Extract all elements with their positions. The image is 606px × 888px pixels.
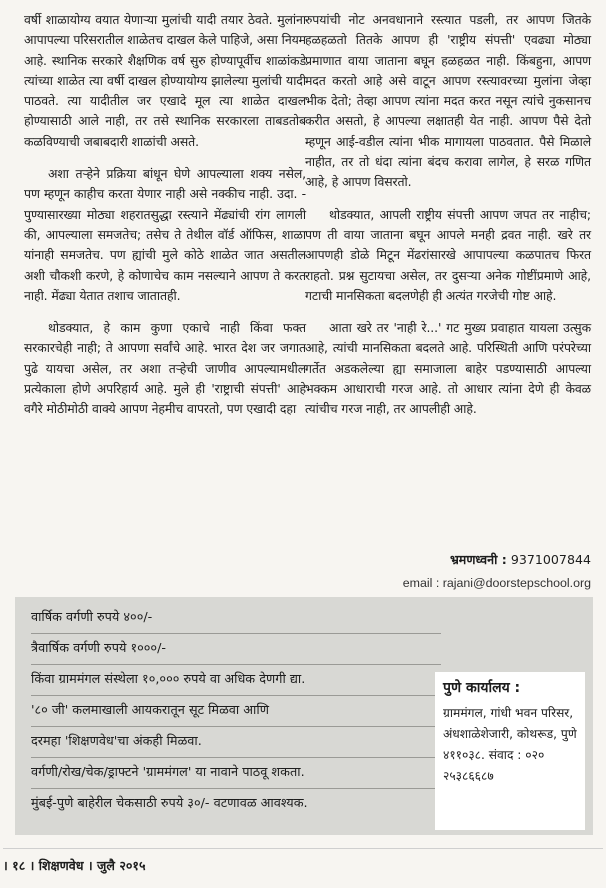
office-address: ग्राममंगल, गांधी भवन परिसर, अंधशाळेशेजारी, कोथरूड, पुणे ४११०३८. संवाद : ०२० २५३८६६८७ (443, 706, 577, 783)
subscription-line: वार्षिक वर्गणी रुपये ४००/- (31, 603, 441, 634)
subscription-line: दरमहा 'शिक्षणवेध'चा अंकही मिळवा. (31, 727, 441, 758)
article-paragraph: वर्षी शाळायोग्य वयात येणाऱ्या मुलांची यादी तयार ठेवते. मुलांना आपापल्या परिसरातील शाळेतच दाखल केले पाहिजे, असा नियम आहे. स्थानिक सरकारे शैक्षणिक वर्ष सुरु होण्यापूर्वीच शाळांकडे त्यांच्या शाळेत त्या वर्षी दाखल होण्यायोग्य झालेल्या मुलांची यादी पाठवते. त्या यादीतील जर एखादे मूल त्या शाळेत दाखल होण्यासाठी आले नाही, तर तसे स्थानिक सरकारला ताबडतोब कळविण्याची जबाबदारी शाळांची असते. (24, 12, 306, 149)
footer-page-info: । १८ । शिक्षणवेध । जुलै २०१५ (3, 858, 146, 873)
subscription-box (15, 597, 593, 835)
subscription-line: वर्गणी/रोख/चेक/ड्राफ्टने 'ग्राममंगल' या नावाने पाठवू शकता. (31, 758, 441, 789)
article-paragraph: अशा तऱ्हेने प्रक्रिया बांधून घेणे आपल्याला शक्य नसेल, पण म्हणून काहीच करता येणार नाही असे नक्कीच नाही. उदा. - पुण्यासारख्या मोठ्या शहरातसुद्धा रस्त्याने मेंढ्यांची रांग लागली की, आपल्याला समजतेच; तसेच ते तेथील वॉर्ड ऑफिस, शाळा यांनाही समजतेच. पण ह्यांची मुले कोठे शाळेत जात असतील अशी चौकशी करणे, हे कोणाचेच काम नसल्याने आपण ते करत नाही. मेंढ्या येतात तशाच जातातही. (24, 166, 306, 303)
article-paragraph: थोडक्यात, हे काम कुणा एकाचे नाही किंवा फक्त सरकारचेही नाही; ते आपणा सर्वांचे आहे. भारत देश जर जगात पुढे यायचा असेल, तर अशा तऱ्हेची जाणीव आपल्यामधील प्रत्येकाला होणे अपरिहार्य आहे. मुले ही 'राष्ट्राची संपत्ती' आहे वगैरे मोठीमोठी वाक्ये आपण नेहमीच वापरतो, पण एखादी दहा (24, 320, 306, 417)
article-paragraph: आता खरे तर 'नाही रे...' गट मुख्य प्रवाहात यायला उत्सुक आहे, त्यांची मानसिकता बदलते आहे. परिस्थिती आणि परंपरेच्या गर्तेत अडकलेल्या ह्या समाजाला बाहेर पडण्यासाठी आपल्या भक्कम आधाराची गरज आहे. तो आधार त्यांना देणे ही केवळ त्यांचीच गरज नाही, तर आपलीही आहे. (305, 320, 591, 417)
article-paragraph: रुपयांची नोट अनवधानाने रस्त्यात पडली, तर आपण जितके हळहळतो तितके आपण ही 'राष्ट्रीय संपत्ती' एवढ्या मोठ्या प्रमाणात वाया जाताना बघून हळहळत नाही. किंबहुना, आपण मदत करतो आहे असे वाटून आपण रस्त्यावरच्या मुलांना जेव्हा भीक देतो; तेव्हा आपण त्यांना मदत करत नसून त्यांचे नुकसानच करीत असतो, हे आपल्या लक्षातही येत नाही. आपण पैसे देतो म्हणून आई-वडील त्यांना भीक मागायला पाठवतात. पैसे मिळाले नाहीत, तर तो धंदा त्यांना बंदच करावा लागेल, हे सरळ गणित आहे, हे आपण विसरतो. (305, 12, 591, 190)
subscription-line: त्रैवार्षिक वर्गणी रुपये १०००/- (31, 634, 441, 665)
phone-label: भ्रमणध्वनी : (449, 552, 507, 567)
subscription-line: किंवा ग्राममंगल संस्थेला १०,००० रुपये वा अधिक देणगी द्या. (31, 665, 441, 696)
subscription-lines (31, 603, 441, 819)
article-column-left (24, 10, 306, 432)
subscription-line: मुंबई-पुणे बाहेरील चेकसाठी रुपये ३०/- वटणावळ आवश्यक. (31, 796, 308, 811)
phone-contact (450, 551, 591, 568)
pune-office-box (435, 672, 585, 830)
phone-number: 9371007844 (510, 552, 591, 567)
subscription-line: '८० जी' कलमाखाली आयकरातून सूट मिळवा आणि (31, 696, 441, 727)
article-paragraph: थोडक्यात, आपली राष्ट्रीय संपत्ती आपण जपत तर नाहीच; पण ती वाया जाताना बघून आपले मनही द्रवत नाही. खरे तर आपणही डोळे मिटून मेंढरांसारखे आपापल्या कळपातच फिरत राहतो. प्रश्न सुटायचा असेल, तर दुसऱ्या अनेक गोष्टींप्रमाणे आहे, गटाची मानसिकता बदलणेही ही अत्यंत गरजेची गोष्ट आहे. (305, 206, 591, 303)
email-contact: email : rajani@doorstepschool.org (402, 576, 591, 590)
article-column-right (305, 10, 591, 432)
office-title: पुणे कार्यालय : (443, 680, 521, 696)
page-footer (3, 848, 603, 873)
